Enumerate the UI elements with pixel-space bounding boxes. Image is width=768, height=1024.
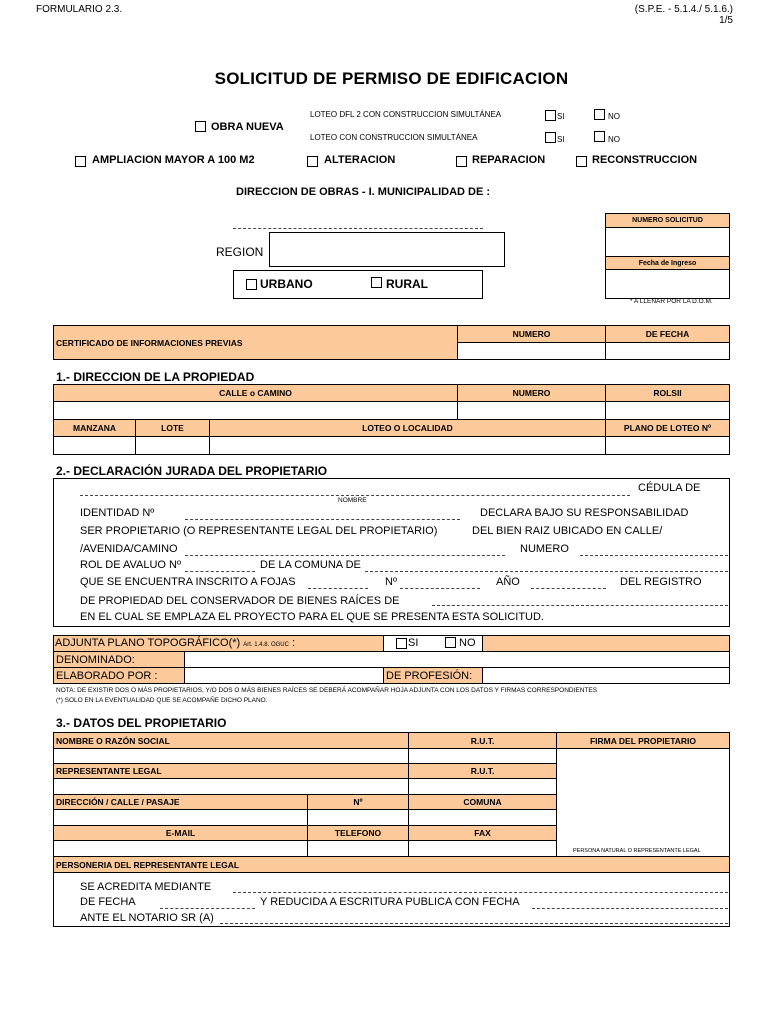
rolsii-field[interactable] <box>605 401 730 420</box>
region-label: REGION <box>216 245 264 259</box>
cip-numero-header: NUMERO <box>457 325 606 343</box>
emplaza-text: EN EL CUAL SE EMPLAZA EL PROYECTO PARA EL QUE SE PRESENTA ESTA SOLICITUD. <box>80 611 544 623</box>
num-header: Nº <box>307 794 409 810</box>
spe-reference: (S.P.E. - 5.1.4./ 5.1.6.) <box>634 4 733 15</box>
profesion-field[interactable] <box>482 667 730 684</box>
lote-field[interactable] <box>135 436 210 455</box>
identidad-line[interactable] <box>185 519 460 520</box>
numero-line[interactable] <box>580 555 728 556</box>
rut2-field[interactable] <box>408 778 557 795</box>
calle-header: CALLE o CAMINO <box>53 384 458 402</box>
fecha-ingreso-field[interactable] <box>605 269 730 299</box>
municipalidad-line[interactable] <box>233 228 483 229</box>
loteo-field[interactable] <box>209 436 606 455</box>
section-1-title: 1.- DIRECCION DE LA PROPIEDAD <box>56 370 255 384</box>
rut-field[interactable] <box>408 748 557 764</box>
cip-numero-field[interactable] <box>457 342 606 360</box>
manzana-header: MANZANA <box>53 419 136 437</box>
nombre-line[interactable] <box>80 495 630 496</box>
numero-header: NUMERO <box>457 384 606 402</box>
plano-topo-si-checkbox[interactable] <box>396 638 407 649</box>
alteracion-label: ALTERACION <box>324 154 396 166</box>
personeria-header: PERSONERIA DEL REPRESENTANTE LEGAL <box>53 856 730 873</box>
cedula-label: CÉDULA DE <box>638 482 701 494</box>
fojas-line[interactable] <box>308 588 368 589</box>
denominado-field[interactable] <box>184 651 730 668</box>
ampliacion-checkbox[interactable] <box>75 156 86 167</box>
firma-header: FIRMA DEL PROPIETARIO <box>556 732 730 749</box>
num-field[interactable] <box>307 809 409 826</box>
comuna-header: COMUNA <box>408 794 557 810</box>
reparacion-label: REPARACION <box>472 154 546 166</box>
comuna-line[interactable] <box>365 571 728 572</box>
direccion-header: DIRECCIÓN / CALLE / PASAJE <box>53 794 308 810</box>
page-number: 1/5 <box>719 15 733 26</box>
fax-header: FAX <box>408 825 557 841</box>
rut2-header: R.U.T. <box>408 763 557 779</box>
fecha-line[interactable] <box>160 908 255 909</box>
fecha-ingreso-header: Fecha de Ingreso <box>605 256 730 270</box>
rural-checkbox[interactable] <box>371 277 382 288</box>
note-plano: (*) SOLO EN LA EVENTUALIDAD QUE SE ACOMPAÑE DICHO PLANO. <box>56 697 268 704</box>
reconstruccion-label: RECONSTRUCCION <box>592 154 698 166</box>
bien-raiz-text: DEL BIEN RAIZ UBICADO EN CALLE/ <box>472 525 663 537</box>
telefono-header: TELEFONO <box>307 825 409 841</box>
loteo-header: LOTEO O LOCALIDAD <box>209 419 606 437</box>
ampliacion-label: AMPLIACION MAYOR A 100 M2 <box>92 154 255 166</box>
rolsii-header: ROLSII <box>605 384 730 402</box>
manzana-field[interactable] <box>53 436 136 455</box>
n-label: Nº <box>385 576 397 588</box>
n-line[interactable] <box>400 588 480 589</box>
rut-header: R.U.T. <box>408 732 557 749</box>
region-input[interactable] <box>269 232 505 267</box>
email-header: E-MAIL <box>53 825 308 841</box>
obra-nueva-label: OBRA NUEVA <box>211 121 284 133</box>
acredita-label: SE ACREDITA MEDIANTE <box>80 881 212 893</box>
loteo-con-si-checkbox[interactable] <box>545 132 556 143</box>
numero-label: NUMERO <box>520 543 569 555</box>
lote-header: LOTE <box>135 419 210 437</box>
notario-line[interactable] <box>220 923 728 924</box>
anio-label: AÑO <box>496 576 520 588</box>
loteo-con-label: LOTEO CON CONSTRUCCION SIMULTÁNEA <box>310 133 478 142</box>
escritura-fecha-line[interactable] <box>532 908 728 909</box>
anio-line[interactable] <box>531 588 606 589</box>
comuna-field[interactable] <box>408 809 557 826</box>
urbano-label: URBANO <box>260 277 313 291</box>
rol-label: ROL DE AVALUO Nº <box>80 559 182 571</box>
loteo-con-no-checkbox[interactable] <box>594 131 605 142</box>
plano-loteo-field[interactable] <box>605 436 730 455</box>
fax-field[interactable] <box>408 840 557 857</box>
numero-solicitud-field[interactable] <box>605 227 730 257</box>
acredita-line[interactable] <box>233 892 728 893</box>
identidad-label: IDENTIDAD Nº <box>80 507 155 519</box>
plano-topo-no-label: NO <box>459 637 476 649</box>
notario-label: ANTE EL NOTARIO SR (A) <box>80 912 214 924</box>
calle-line[interactable] <box>185 555 505 556</box>
email-field[interactable] <box>53 840 308 857</box>
inscrito-label: QUE SE ENCUENTRA INSCRITO A FOJAS <box>80 576 296 588</box>
rol-line[interactable] <box>185 571 255 572</box>
loteo-dfl2-no-label: NO <box>608 112 620 121</box>
plano-topo-si-label: SI <box>408 637 419 649</box>
plano-topo-label: ADJUNTA PLANO TOPOGRÁFICO(*) Art. 1.4.8. OGUC : <box>55 637 296 649</box>
section-3-title: 3.- DATOS DEL PROPIETARIO <box>56 716 227 730</box>
persona-natural-caption: PERSONA NATURAL O REPRESENTANTE LEGAL <box>573 848 701 854</box>
nombre-caption: NOMBRE <box>338 497 367 504</box>
cip-fecha-field[interactable] <box>605 342 730 360</box>
plano-loteo-header: PLANO DE LOTEO Nº <box>605 419 730 437</box>
loteo-dfl2-si-checkbox[interactable] <box>545 110 556 121</box>
numero-field[interactable] <box>457 401 606 420</box>
section-2-title: 2.- DECLARACIÓN JURADA DEL PROPIETARIO <box>56 464 328 478</box>
avenida-label: /AVENIDA/CAMINO <box>80 543 178 555</box>
reducida-label: Y REDUCIDA A ESCRITURA PUBLICA CON FECHA <box>260 896 520 908</box>
elaborado-label: ELABORADO POR : <box>53 667 185 684</box>
loteo-con-no-label: NO <box>608 135 620 144</box>
urbano-checkbox[interactable] <box>246 279 257 290</box>
llenar-ddom-note: * A LLENAR POR LA D.O.M. <box>630 298 713 305</box>
propiedad-label: DE PROPIEDAD DEL CONSERVADOR DE BIENES RAÍCES DE <box>80 595 400 607</box>
ser-propietario-text: SER PROPIETARIO (O REPRESENTANTE LEGAL DEL PROPIETARIO) <box>80 525 438 537</box>
alteracion-checkbox[interactable] <box>307 156 318 167</box>
loteo-dfl2-si-label: SI <box>557 112 565 121</box>
conservador-line[interactable] <box>432 605 728 606</box>
numero-solicitud-header: NUMERO SOLICITUD <box>605 213 730 228</box>
loteo-dfl2-label: LOTEO DFL 2 CON CONSTRUCCION SIMULTÁNEA <box>310 110 502 119</box>
registro-label: DEL REGISTRO <box>620 576 702 588</box>
form-id: FORMULARIO 2.3. <box>36 4 123 15</box>
plano-topo-no-checkbox[interactable] <box>445 637 456 648</box>
elaborado-field[interactable] <box>184 667 384 684</box>
telefono-field[interactable] <box>307 840 409 857</box>
calle-field[interactable] <box>53 401 458 420</box>
comuna-label: DE LA COMUNA DE <box>260 559 361 571</box>
cip-label: CERTIFICADO DE INFORMACIONES PREVIAS <box>53 325 458 360</box>
nombre-header: NOMBRE O RAZÓN SOCIAL <box>53 732 409 749</box>
representante-header: REPRESENTANTE LEGAL <box>53 763 409 779</box>
cip-fecha-header: DE FECHA <box>605 325 730 343</box>
note-propietarios: NOTA: DE EXISTIR DOS O MÁS PROPIETARIOS, Y/O DOS O MÁS BIENES RAÍCES SE DEBERÁ ACOMPAÑAR HOJA ADJUNTA CON LOS DATOS Y FIRMAS CORRESPONDIENTES <box>56 687 598 694</box>
reconstruccion-checkbox[interactable] <box>576 156 587 167</box>
direccion-obras-label: DIRECCION DE OBRAS - I. MUNICIPALIDAD DE : <box>236 186 491 198</box>
declara-text: DECLARA BAJO SU RESPONSABILIDAD <box>480 507 689 519</box>
direccion-field[interactable] <box>53 809 308 826</box>
page-title: SOLICITUD DE PERMISO DE EDIFICACION <box>214 69 569 88</box>
denominado-label: DENOMINADO: <box>53 651 185 668</box>
loteo-con-si-label: SI <box>557 135 565 144</box>
representante-field[interactable] <box>53 778 409 795</box>
nombre-field[interactable] <box>53 748 409 764</box>
rural-label: RURAL <box>386 277 428 291</box>
loteo-dfl2-no-checkbox[interactable] <box>594 109 605 120</box>
profesion-label: DE PROFESIÓN: <box>383 667 483 684</box>
reparacion-checkbox[interactable] <box>456 156 467 167</box>
obra-nueva-checkbox[interactable] <box>195 121 206 132</box>
fecha-label: DE FECHA <box>80 896 136 908</box>
firma-field[interactable] <box>556 748 730 857</box>
